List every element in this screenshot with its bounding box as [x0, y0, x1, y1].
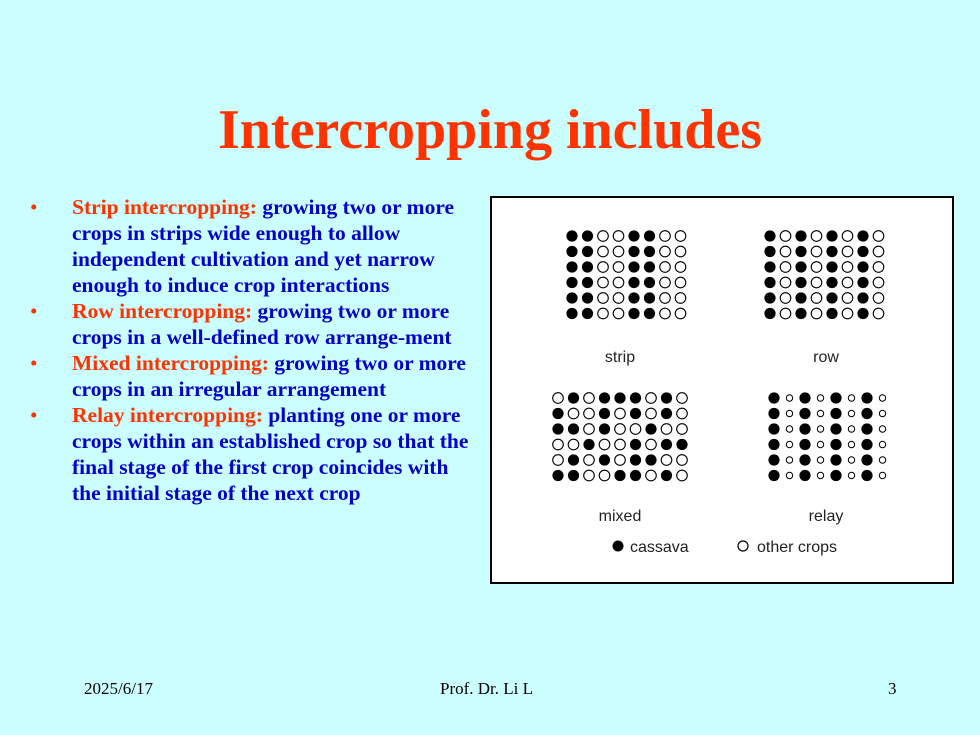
other-crop-dot: [584, 455, 595, 466]
other-crop-dot: [780, 262, 791, 273]
other-crop-dot: [873, 308, 884, 319]
other-crop-dot: [786, 410, 792, 416]
other-crop-dot: [568, 439, 579, 450]
cassava-dot: [628, 230, 639, 241]
panel-label-mixed: mixed: [598, 508, 642, 525]
other-crop-dot: [584, 424, 595, 435]
other-crop-dot: [598, 293, 609, 304]
other-crop-dot: [613, 308, 624, 319]
cassava-dot: [826, 230, 837, 241]
cassava-dot: [628, 261, 639, 272]
other-crop-dot: [553, 455, 564, 466]
cassava-dot: [768, 408, 779, 419]
cassava-dot: [830, 439, 841, 450]
cassava-dot: [795, 277, 806, 288]
cassava-dot: [768, 392, 779, 403]
other-crop-dot: [811, 293, 822, 304]
bullet-list: [30, 194, 480, 506]
other-crop-dot: [660, 246, 671, 257]
footer-author: Prof. Dr. Li L: [440, 679, 534, 698]
bullet-term: Strip intercropping:: [72, 195, 257, 219]
other-crop-dot: [553, 439, 564, 450]
other-crop-dot: [613, 277, 624, 288]
intercropping-diagram: [490, 196, 954, 584]
cassava-dot: [861, 470, 872, 481]
cassava-dot: [830, 423, 841, 434]
other-crop-dot: [817, 441, 823, 447]
cassava-dot: [857, 261, 868, 272]
other-crop-dot: [660, 262, 671, 273]
cassava-dot: [630, 454, 641, 465]
other-crop-dot: [646, 470, 657, 481]
other-crop-dot: [598, 231, 609, 242]
cassava-dot: [645, 423, 656, 434]
other-crop-dot: [780, 231, 791, 242]
other-crop-dot: [811, 231, 822, 242]
other-crop-dot: [613, 231, 624, 242]
other-crop-dot: [786, 441, 792, 447]
other-crop-dot: [848, 457, 854, 463]
cassava-dot: [661, 470, 672, 481]
other-crop-dot: [675, 231, 686, 242]
other-crop-dot: [780, 293, 791, 304]
cassava-dot: [568, 454, 579, 465]
cassava-dot: [768, 454, 779, 465]
other-crop-dot: [842, 277, 853, 288]
bullet-term: Mixed intercropping:: [72, 351, 269, 375]
cassava-dot: [630, 392, 641, 403]
other-crop-dot: [598, 277, 609, 288]
bullet-term: Row intercropping:: [72, 299, 253, 323]
cassava-dot: [799, 408, 810, 419]
cassava-dot: [630, 439, 641, 450]
cassava-dot: [628, 277, 639, 288]
cassava-dot: [645, 454, 656, 465]
diagram-canvas: [492, 198, 952, 582]
slide-title: Intercropping includes: [217, 99, 763, 161]
other-crop-dot: [646, 408, 657, 419]
other-crop-dot: [848, 410, 854, 416]
other-crop-dot: [842, 231, 853, 242]
other-crop-dot: [873, 293, 884, 304]
cassava-dot: [861, 408, 872, 419]
cassava-dot: [826, 277, 837, 288]
cassava-dot: [861, 454, 872, 465]
cassava-dot: [861, 423, 872, 434]
cassava-dot: [566, 261, 577, 272]
other-crop-dot: [879, 410, 885, 416]
cassava-dot: [857, 292, 868, 303]
other-crop-dot: [677, 455, 688, 466]
cassava-dot: [599, 408, 610, 419]
bullet-relay: [30, 402, 480, 506]
other-crop-dot: [584, 408, 595, 419]
cassava-dot: [826, 292, 837, 303]
legend-other-crops-label: other crops: [757, 539, 838, 556]
cassava-dot: [861, 392, 872, 403]
bullet-text: planting one or more crops within an established crop so that the final stage of the first crop coincides with the initial stage of the next crop: [72, 403, 469, 505]
cassava-dot: [764, 246, 775, 257]
cassava-dot: [599, 454, 610, 465]
other-crop-dot: [879, 395, 885, 401]
other-crop-dot: [842, 262, 853, 273]
bullet-text: growing two or more crops in strips wide enough to allow independent cultivation and yet narrow enough to induce crop interactions: [72, 195, 455, 297]
cassava-dot: [582, 277, 593, 288]
other-crop-dot: [584, 470, 595, 481]
cassava-dot: [568, 470, 579, 481]
other-crop-dot: [848, 426, 854, 432]
cassava-dot: [830, 454, 841, 465]
other-crop-dot: [646, 393, 657, 404]
cassava-dot: [830, 470, 841, 481]
other-crop-dot: [677, 393, 688, 404]
cassava-dot: [857, 308, 868, 319]
cassava-dot: [764, 308, 775, 319]
cassava-dot: [768, 439, 779, 450]
other-crop-dot: [598, 246, 609, 257]
cassava-dot: [628, 246, 639, 257]
other-crop-dot: [675, 246, 686, 257]
cassava-dot: [644, 292, 655, 303]
cassava-dot: [552, 408, 563, 419]
cassava-dot: [568, 423, 579, 434]
other-crop-dot: [842, 293, 853, 304]
cassava-dot: [799, 454, 810, 465]
other-crop-dot: [848, 441, 854, 447]
other-crop-dot: [660, 277, 671, 288]
cassava-dot: [644, 261, 655, 272]
cassava-dot: [830, 392, 841, 403]
cassava-dot: [566, 230, 577, 241]
cassava-dot: [566, 308, 577, 319]
other-crop-dot: [817, 410, 823, 416]
other-crop-dot: [780, 308, 791, 319]
cassava-dot: [795, 292, 806, 303]
other-crop-dot: [660, 231, 671, 242]
cassava-dot: [583, 439, 594, 450]
cassava-dot: [614, 392, 625, 403]
other-crop-dot: [677, 470, 688, 481]
other-crop-dot: [660, 293, 671, 304]
cassava-dot: [661, 408, 672, 419]
other-crop-dot: [661, 455, 672, 466]
other-crop-dot: [615, 408, 626, 419]
cassava-dot: [644, 246, 655, 257]
other-crop-dot: [675, 308, 686, 319]
cassava-dot: [676, 439, 687, 450]
cassava-dot: [599, 392, 610, 403]
other-crop-dot: [817, 426, 823, 432]
other-crop-dot: [630, 424, 641, 435]
other-crop-dot: [661, 424, 672, 435]
cassava-dot: [582, 261, 593, 272]
other-crop-dot: [842, 246, 853, 257]
other-crop-dot: [675, 262, 686, 273]
panel-label-relay: relay: [808, 508, 844, 525]
other-crop-dot: [553, 393, 564, 404]
cassava-dot: [795, 246, 806, 257]
cassava-dot: [582, 246, 593, 257]
other-crop-dot: [786, 395, 792, 401]
other-crop-dot: [811, 308, 822, 319]
other-crop-dot: [842, 308, 853, 319]
other-crop-dot: [879, 441, 885, 447]
cassava-dot: [628, 308, 639, 319]
other-crop-dot: [646, 439, 657, 450]
cassava-dot: [768, 423, 779, 434]
other-crop-dot: [811, 277, 822, 288]
other-crop-dot: [568, 408, 579, 419]
other-crop-dot: [660, 308, 671, 319]
cassava-dot: [795, 308, 806, 319]
other-crop-dot: [780, 277, 791, 288]
cassava-dot: [826, 261, 837, 272]
panel-label-strip: strip: [604, 349, 636, 366]
bullet-row: [30, 298, 480, 350]
other-crop-dot: [613, 293, 624, 304]
cassava-dot: [644, 277, 655, 288]
cassava-dot: [826, 308, 837, 319]
cassava-dot: [857, 230, 868, 241]
other-crop-dot: [873, 277, 884, 288]
cassava-dot: [861, 439, 872, 450]
bullet-text: growing two or more crops in an irregular arrangement: [72, 351, 466, 401]
legend-other-crops-symbol: [738, 541, 748, 551]
cassava-dot: [764, 230, 775, 241]
cassava-dot: [552, 470, 563, 481]
cassava-dot: [661, 392, 672, 403]
bullet-marker: •: [30, 299, 38, 323]
cassava-dot: [799, 470, 810, 481]
cassava-dot: [764, 292, 775, 303]
other-crop-dot: [584, 393, 595, 404]
cassava-dot: [566, 277, 577, 288]
cassava-dot: [768, 470, 779, 481]
cassava-dot: [799, 439, 810, 450]
cassava-dot: [582, 292, 593, 303]
other-crop-dot: [879, 426, 885, 432]
other-crop-dot: [873, 262, 884, 273]
other-crop-dot: [879, 472, 885, 478]
cassava-dot: [644, 230, 655, 241]
cassava-dot: [568, 392, 579, 403]
other-crop-dot: [675, 277, 686, 288]
other-crop-dot: [817, 395, 823, 401]
other-crop-dot: [677, 408, 688, 419]
other-crop-dot: [873, 231, 884, 242]
footer-page-number: 3: [888, 679, 897, 698]
other-crop-dot: [599, 439, 610, 450]
other-crop-dot: [598, 308, 609, 319]
other-crop-dot: [811, 262, 822, 273]
cassava-dot: [857, 277, 868, 288]
cassava-dot: [552, 423, 563, 434]
other-crop-dot: [786, 426, 792, 432]
cassava-dot: [661, 439, 672, 450]
other-crop-dot: [615, 439, 626, 450]
cassava-dot: [764, 277, 775, 288]
bullet-term: Relay intercropping:: [72, 403, 263, 427]
bullet-text: growing two or more crops in a well-defined row arrange-ment: [72, 299, 452, 349]
cassava-dot: [799, 423, 810, 434]
cassava-dot: [764, 261, 775, 272]
other-crop-dot: [786, 472, 792, 478]
other-crop-dot: [817, 457, 823, 463]
cassava-dot: [599, 423, 610, 434]
other-crop-dot: [848, 395, 854, 401]
cassava-dot: [614, 470, 625, 481]
other-crop-dot: [598, 262, 609, 273]
bullet-marker: •: [30, 351, 38, 375]
cassava-dot: [644, 308, 655, 319]
bullet-strip: [30, 194, 480, 298]
other-crop-dot: [879, 457, 885, 463]
panel-label-row: row: [813, 349, 839, 366]
footer-date: 2025/6/17: [84, 679, 153, 698]
other-crop-dot: [675, 293, 686, 304]
cassava-dot: [628, 292, 639, 303]
other-crop-dot: [848, 472, 854, 478]
other-crop-dot: [811, 246, 822, 257]
other-crop-dot: [599, 470, 610, 481]
bullet-mixed: [30, 350, 480, 402]
cassava-dot: [795, 230, 806, 241]
other-crop-dot: [677, 424, 688, 435]
other-crop-dot: [786, 457, 792, 463]
cassava-dot: [799, 392, 810, 403]
cassava-dot: [566, 292, 577, 303]
cassava-dot: [582, 230, 593, 241]
other-crop-dot: [615, 455, 626, 466]
other-crop-dot: [613, 262, 624, 273]
bullet-marker: •: [30, 195, 38, 219]
other-crop-dot: [615, 424, 626, 435]
other-crop-dot: [780, 246, 791, 257]
cassava-dot: [630, 408, 641, 419]
cassava-dot: [830, 408, 841, 419]
cassava-dot: [566, 246, 577, 257]
bullet-marker: •: [30, 403, 38, 427]
cassava-dot: [630, 470, 641, 481]
other-crop-dot: [817, 472, 823, 478]
cassava-dot: [582, 308, 593, 319]
legend-cassava-label: cassava: [630, 539, 689, 556]
cassava-dot: [795, 261, 806, 272]
other-crop-dot: [613, 246, 624, 257]
cassava-dot: [826, 246, 837, 257]
other-crop-dot: [873, 246, 884, 257]
legend-cassava-symbol: [613, 541, 624, 552]
cassava-dot: [857, 246, 868, 257]
